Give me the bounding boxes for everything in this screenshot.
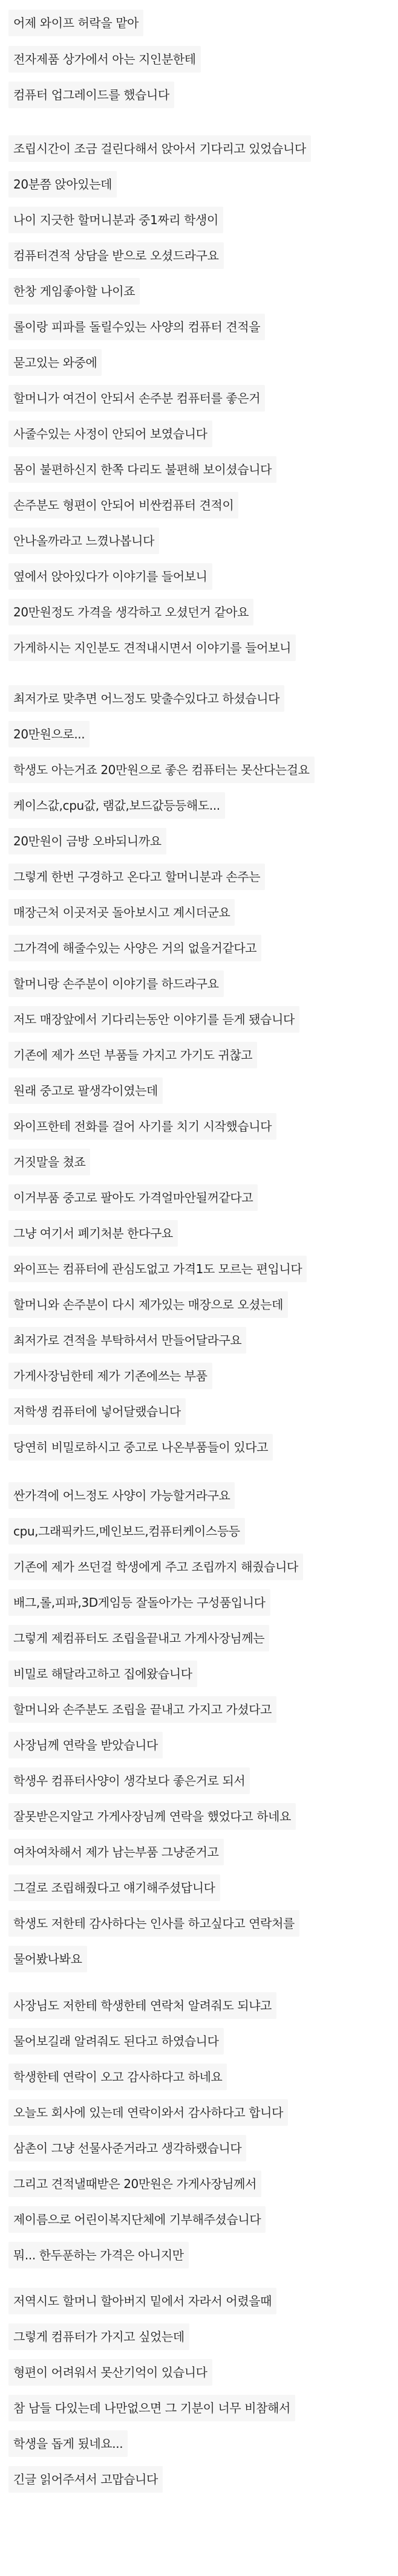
text-line: 할머니와 손주분도 조립을 끝내고 가지고 가셨다고	[8, 1696, 276, 1723]
text-line: 잘못받은지알고 가게사장님께 연락을 했었다고 하네요	[8, 1803, 296, 1830]
text-line: 참 남들 다있는데 나만없으면 그 기분이 너무 비참해서	[8, 2395, 295, 2421]
text-line: 가게하시는 지인분도 견적내시면서 이야기를 들어보니	[8, 634, 296, 661]
text-line: 제이름으로 어린이복지단체에 기부해주셨습니다	[8, 2206, 266, 2233]
text-line: 오늘도 회사에 있는데 연락이와서 감사하다고 합니다	[8, 2099, 288, 2126]
text-line: 기존에 제가 쓰던 부품들 가지고 가기도 귀찮고	[8, 1042, 257, 1068]
text-line: 안나올까라고 느꼈나봅니다	[8, 528, 159, 554]
text-line: 그가격에 해줄수있는 사양은 거의 없을거같다고	[8, 935, 261, 961]
text-line: 물어봤나봐요	[8, 1946, 87, 1972]
text-line: 전자제품 상가에서 아는 지인분한테	[8, 46, 201, 73]
text-line: 몸이 불편하신지 한쪽 다리도 불편해 보이셨습니다	[8, 456, 276, 483]
text-line: 와이프한테 전화를 걸어 사기를 치기 시작했습니다	[8, 1113, 276, 1140]
paragraph-gap	[0, 664, 398, 677]
paragraph-gap	[0, 1464, 398, 1477]
text-line: 한창 게임좋아할 나이죠	[8, 278, 140, 305]
text-line: 그냥 여기서 폐기처분 한다구요	[8, 1220, 178, 1247]
text-line: 물어보길래 알려줘도 된다고 하였습니다	[8, 2028, 224, 2055]
text-line: 당연히 비밀로하시고 중고로 나온부품들이 있다고	[8, 1434, 273, 1461]
text-line: 나이 지긋한 할머니분과 중1짜리 학생이	[8, 207, 223, 233]
text-line: 거짓말을 쳤죠	[8, 1149, 90, 1175]
text-line: 싼가격에 어느정도 사양이 가능할거라구요	[8, 1482, 235, 1509]
text-line: 컴퓨터 업그레이드를 했습니다	[8, 82, 174, 108]
text-line: 이거부품 중고로 팔아도 가격얼마안될꺼같다고	[8, 1184, 258, 1211]
text-line: 최저가로 견적을 부탁하셔서 만들어달라구요	[8, 1327, 246, 1354]
text-line: 20분쯤 앉아있는데	[8, 171, 117, 198]
text-line: 사줄수있는 사정이 안되어 보였습니다	[8, 421, 212, 447]
text-line: 어제 와이프 허락을 맡아	[8, 10, 143, 36]
text-line: 학생우 컴퓨터사양이 생각보다 좋은거로 되서	[8, 1767, 250, 1794]
text-line: 여차여차해서 제가 남는부품 그냥준거고	[8, 1839, 224, 1865]
text-line: cpu,그래픽카드,메인보드,컴퓨터케이스등등	[8, 1518, 245, 1545]
text-line: 묻고있는 와중에	[8, 349, 102, 376]
text-line: 긴글 읽어주셔서 고맙습니다	[8, 2466, 163, 2493]
text-line: 가게사장님한테 제가 기존에쓰는 부품	[8, 1363, 212, 1389]
text-line: 원래 중고로 팔생각이였는데	[8, 1077, 163, 1104]
text-line: 그렇게 제컴퓨터도 조립을끝내고 가게사장님께는	[8, 1625, 269, 1651]
text-line: 학생한테 연락이 오고 감사하다고 하네요	[8, 2064, 227, 2090]
text-line: 배그,롤,피파,3D게임등 잘돌아가는 구성품입니다	[8, 1589, 270, 1616]
text-line: 뭐... 한두푼하는 가격은 아니지만	[8, 2242, 189, 2268]
text-line: 기존에 제가 쓰던걸 학생에게 주고 조립까지 해줬습니다	[8, 1554, 303, 1580]
text-line: 컴퓨터견적 상담을 받으로 오셨드라구요	[8, 242, 224, 269]
text-line: 저도 매장앞에서 기다리는동안 이야기를 듣게 됐습니다	[8, 1006, 299, 1033]
text-line: 할머니와 손주분이 다시 제가있는 매장으로 오셨는데	[8, 1291, 288, 1318]
text-line: 학생도 아는거죠 20만원으로 좋은 컴퓨터는 못산다는걸요	[8, 757, 315, 783]
text-line: 형편이 어려워서 못산기억이 있습니다	[8, 2359, 212, 2386]
text-line: 할머니가 여건이 안되서 손주분 컴퓨터를 좋은거	[8, 385, 265, 412]
text-line: 20만원으로...	[8, 721, 90, 747]
text-line: 학생도 저한테 감사하다는 인사를 하고싶다고 연락처를	[8, 1910, 299, 1937]
paragraph-gap	[0, 2271, 398, 2285]
text-line: 그렇게 컴퓨터가 가지고 싶었는데	[8, 2323, 189, 2350]
text-line: 저학생 컴퓨터에 넣어달랬습니다	[8, 1398, 186, 1425]
text-line: 그리고 견적낼때받은 20만원은 가게사장님께서	[8, 2171, 261, 2197]
paragraph-gap	[0, 1975, 398, 1989]
text-line: 와이프는 컴퓨터에 관심도없고 가격1도 모르는 편입니다	[8, 1256, 307, 1282]
text-line: 할머니랑 손주분이 이야기를 하드라구요	[8, 970, 224, 997]
text-line: 삼촌이 그냥 선물사준거라고 생각하랬습니다	[8, 2135, 246, 2161]
text-line: 학생을 돕게 됬네요...	[8, 2430, 128, 2457]
text-line: 그렇게 한번 구경하고 온다고 할머니분과 손주는	[8, 864, 265, 890]
paragraph-gap	[0, 111, 398, 124]
text-line: 사장님께 연락을 받았습니다	[8, 1732, 163, 1758]
text-line: 그걸로 조립해줬다고 얘기해주셨답니다	[8, 1874, 220, 1901]
text-line: 20만원이 금방 오바되니까요	[8, 828, 166, 854]
text-line: 옆에서 앉아있다가 이야기를 들어보니	[8, 563, 212, 590]
text-line: 롤이랑 피파를 돌릴수있는 사양의 컴퓨터 견적을	[8, 314, 265, 340]
text-line: 케이스값,cpu값, 램값,보드값등등해도...	[8, 792, 225, 819]
text-line: 20만원정도 가격을 생각하고 오셨던거 같아요	[8, 599, 253, 625]
text-line: 조립시간이 조금 걸린다해서 앉아서 기다리고 있었습니다	[8, 135, 311, 162]
text-line: 저역시도 할머니 할아버지 밑에서 자라서 어렸을때	[8, 2288, 276, 2314]
text-line: 비밀로 해달라고하고 집에왔습니다	[8, 1661, 197, 1687]
text-line: 매장근처 이곳저곳 돌아보시고 계시더군요	[8, 899, 235, 926]
text-line: 최저가로 맞추면 어느정도 맞출수있다고 하셨습니다	[8, 685, 284, 712]
text-line: 사장님도 저한테 학생한테 연락처 알려줘도 되냐고	[8, 1992, 276, 2019]
text-line: 손주분도 형편이 안되어 비싼컴퓨터 견적이	[8, 492, 238, 518]
